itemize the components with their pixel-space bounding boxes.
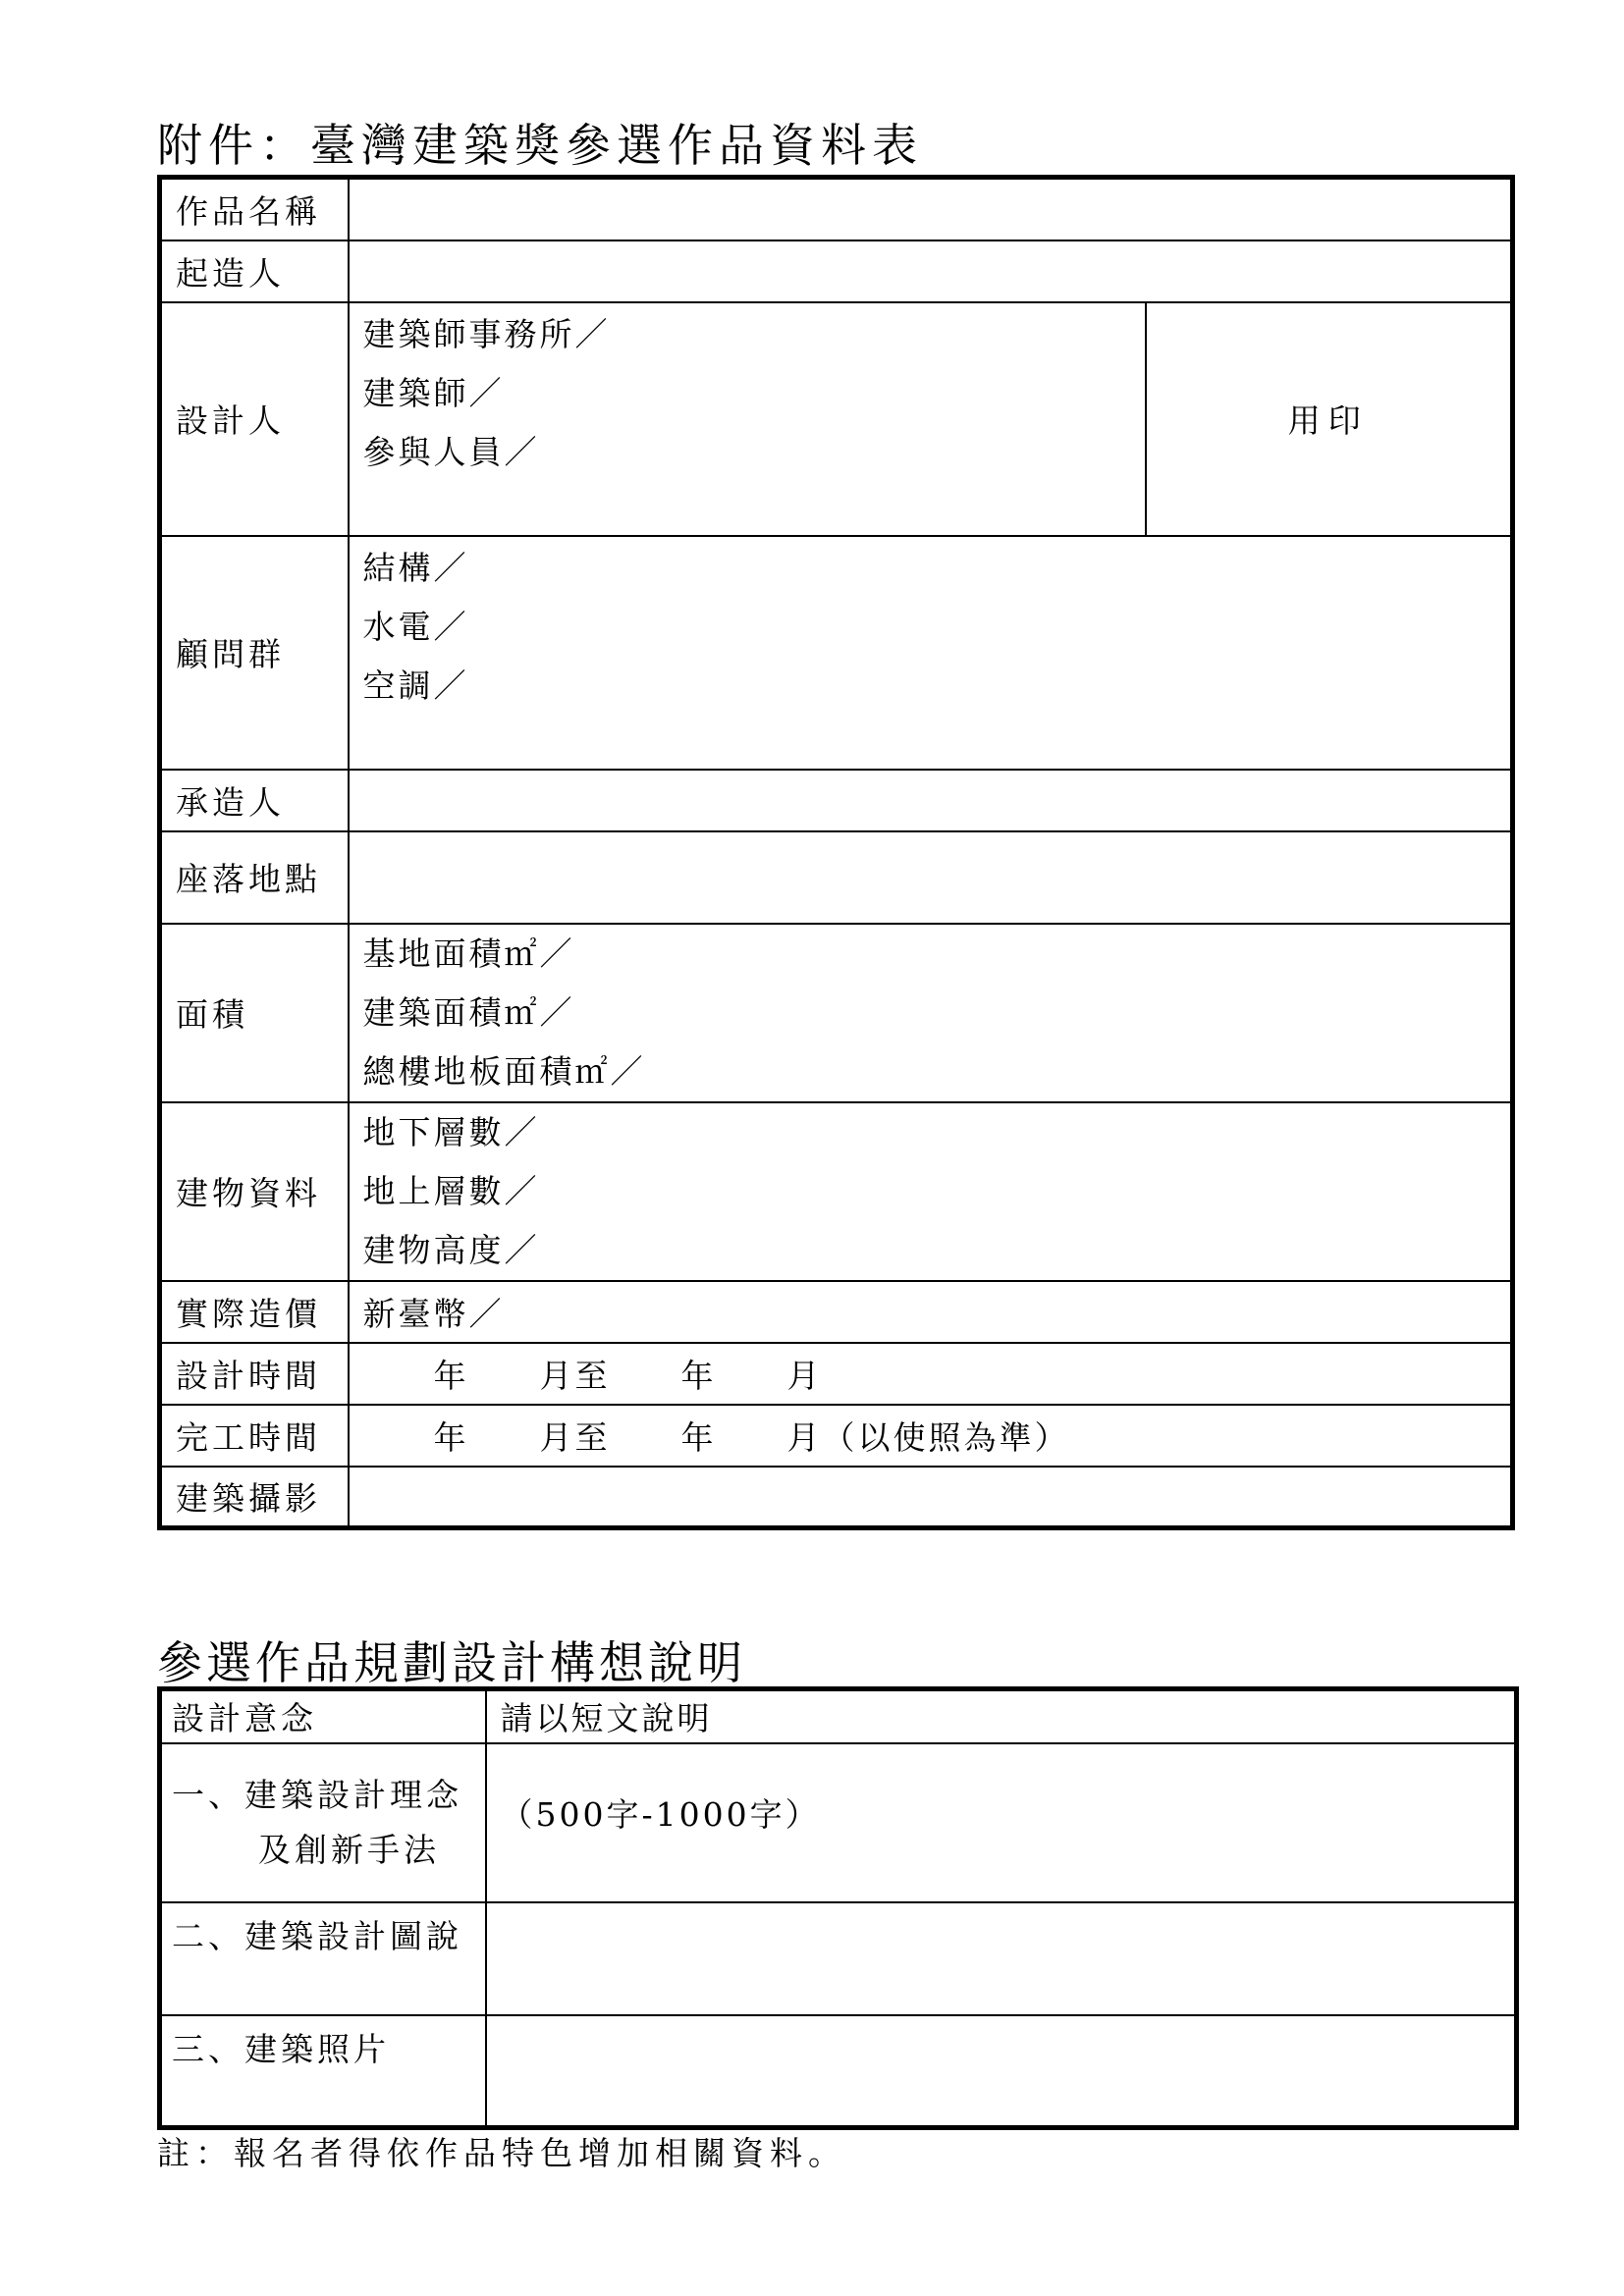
drawings-label: 二、建築設計圖說	[160, 1902, 486, 2015]
row-completion	[160, 1405, 1513, 1467]
row-cost	[160, 1281, 1513, 1343]
designer-firm-line: 建築師事務所／	[362, 314, 611, 353]
seal-cell[interactable]	[1146, 302, 1513, 536]
row-area	[160, 924, 1513, 1102]
area-label: 面積	[160, 924, 349, 1102]
row-work-name	[160, 178, 1513, 240]
concept-header-right: 請以短文說明	[486, 1689, 1517, 1743]
completion-label: 完工時間	[160, 1405, 349, 1467]
concept-table	[157, 1686, 1519, 2130]
row-consultants	[160, 536, 1513, 770]
philosophy-field[interactable]	[486, 1743, 1517, 1902]
row-design-period	[160, 1343, 1513, 1405]
concept-row-drawings	[160, 1902, 1517, 2015]
row-client	[160, 240, 1513, 302]
row-location	[160, 831, 1513, 924]
total-floor-area-line: 總樓地板面積㎡／	[362, 1051, 646, 1091]
client-label: 起造人	[160, 240, 349, 302]
row-building-data	[160, 1102, 1513, 1281]
row-photography	[160, 1467, 1513, 1528]
design-period-field[interactable]: 年 月至 年 月	[349, 1343, 1513, 1405]
row-contractor	[160, 770, 1513, 831]
contractor-field[interactable]	[349, 770, 1513, 831]
footnote: 註：報名者得依作品特色增加相關資料。	[157, 2134, 846, 2172]
word-count-hint: （500字-1000字）	[500, 1794, 821, 1834]
philosophy-label-line2: 及創新手法	[258, 1830, 440, 1869]
consultant-field[interactable]	[349, 536, 1513, 770]
drawings-field[interactable]	[486, 1902, 1517, 2015]
concept-header-row	[160, 1689, 1517, 1743]
philosophy-label	[160, 1743, 486, 1902]
work-name-label: 作品名稱	[160, 178, 349, 240]
cost-label: 實際造價	[160, 1281, 349, 1343]
consultant-hvac-line: 空調／	[362, 666, 469, 705]
completion-field[interactable]: 年 月至 年 月（以使照為準）	[349, 1405, 1513, 1467]
consultant-structure-line: 結構／	[362, 548, 469, 587]
work-name-field[interactable]	[349, 178, 1513, 240]
photography-label: 建築攝影	[160, 1467, 349, 1528]
site-area-line: 基地面積㎡／	[362, 934, 575, 973]
consultant-mep-line: 水電／	[362, 607, 469, 646]
designer-architect-line: 建築師／	[362, 373, 505, 412]
philosophy-label-line1: 一、建築設計理念	[172, 1775, 462, 1814]
photography-field[interactable]	[349, 1467, 1513, 1528]
photos-label: 三、建築照片	[160, 2015, 486, 2128]
consultant-label: 顧問群	[160, 536, 349, 770]
designer-staff-line: 參與人員／	[362, 432, 540, 471]
building-area-line: 建築面積㎡／	[362, 992, 575, 1032]
page-title: 附件：臺灣建築獎參選作品資料表	[157, 119, 923, 172]
building-data-field[interactable]	[349, 1102, 1513, 1281]
entry-form-table	[157, 175, 1515, 1530]
designer-field[interactable]	[349, 302, 1146, 536]
contractor-label: 承造人	[160, 770, 349, 831]
concept-section-title: 參選作品規劃設計構想說明	[157, 1636, 746, 1689]
row-designer	[160, 302, 1513, 536]
area-field[interactable]	[349, 924, 1513, 1102]
photos-field[interactable]	[486, 2015, 1517, 2128]
building-data-label: 建物資料	[160, 1102, 349, 1281]
above-ground-floors-line: 地上層數／	[362, 1171, 540, 1210]
concept-header-left: 設計意念	[160, 1689, 486, 1743]
design-period-label: 設計時間	[160, 1343, 349, 1405]
designer-label: 設計人	[160, 302, 349, 536]
concept-row-philosophy	[160, 1743, 1517, 1902]
location-label: 座落地點	[160, 831, 349, 924]
location-field[interactable]	[349, 831, 1513, 924]
basement-floors-line: 地下層數／	[362, 1112, 540, 1151]
seal-label: 用印	[1287, 401, 1369, 440]
concept-row-photos	[160, 2015, 1517, 2128]
building-height-line: 建物高度／	[362, 1230, 540, 1269]
cost-field[interactable]: 新臺幣／	[349, 1281, 1513, 1343]
client-field[interactable]	[349, 240, 1513, 302]
